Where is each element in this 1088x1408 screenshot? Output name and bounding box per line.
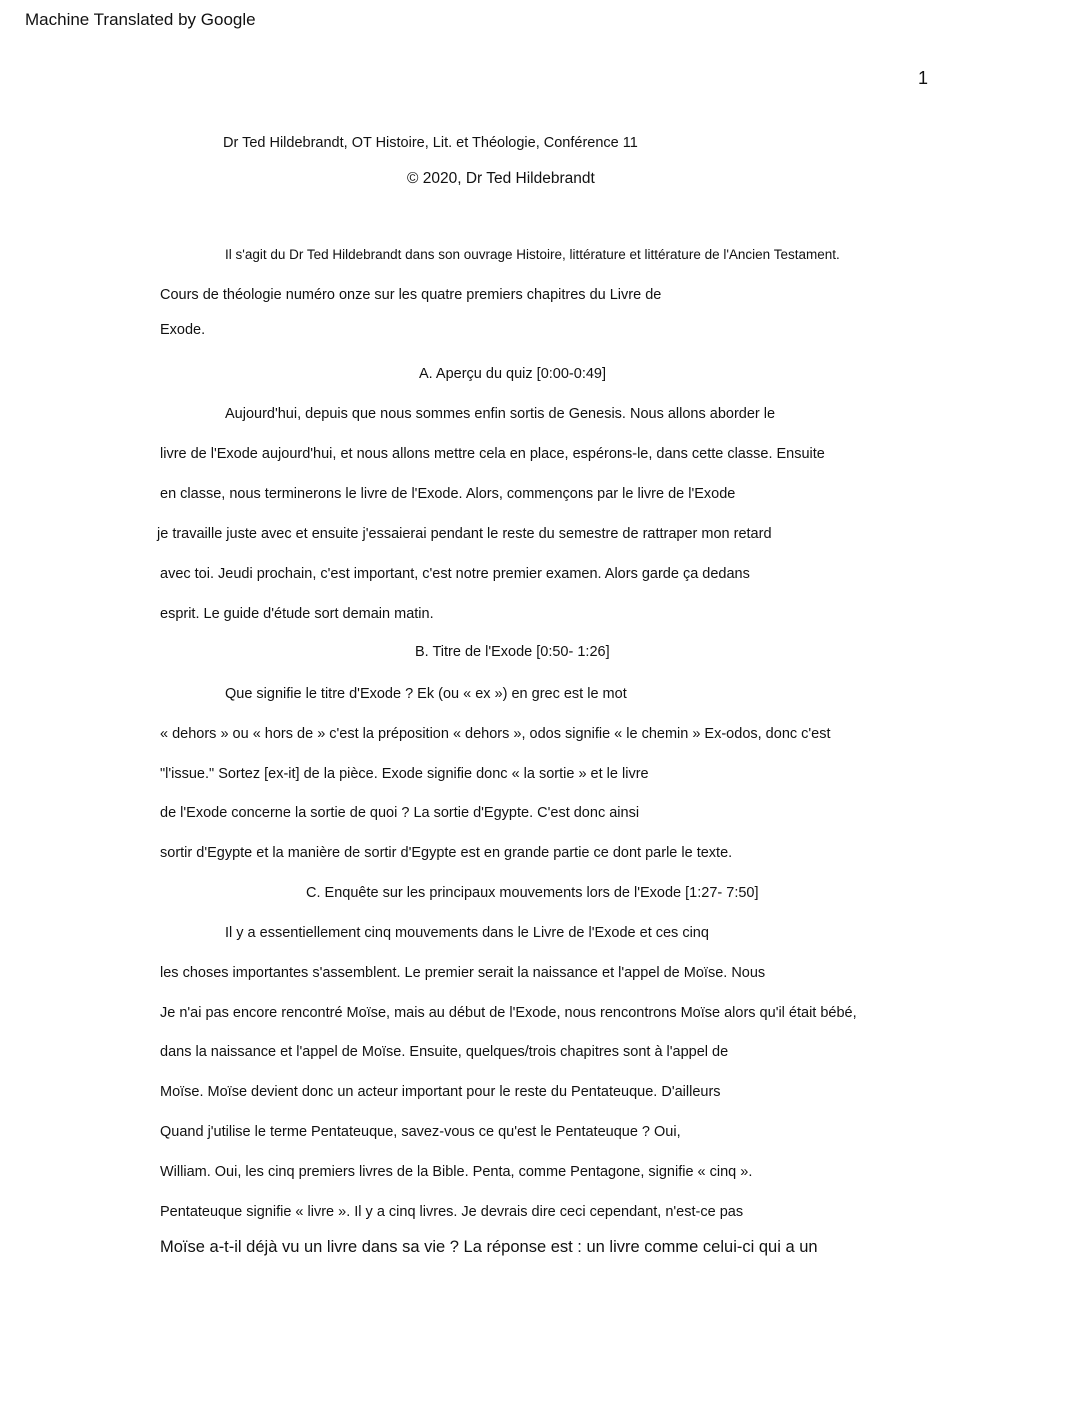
copyright-line: © 2020, Dr Ted Hildebrandt <box>407 170 595 187</box>
document-title: Dr Ted Hildebrandt, OT Histoire, Lit. et Théologie, Conférence 11 <box>223 135 638 151</box>
paragraph-line: en classe, nous terminerons le livre de l'Exode. Alors, commençons par le livre de l'Exode <box>160 486 736 502</box>
paragraph-line: je travaille juste avec et ensuite j'essaierai pendant le reste du semestre de rattraper mon retard <box>157 526 772 542</box>
intro-line-3: Exode. <box>160 322 206 338</box>
intro-line-1: Il s'agit du Dr Ted Hildebrandt dans son ouvrage Histoire, littérature et littérature de l'Ancien Testament. <box>225 247 840 262</box>
paragraph-line: Moïse a-t-il déjà vu un livre dans sa vie ? La réponse est : un livre comme celui-ci qui a un <box>160 1238 818 1256</box>
paragraph-line: les choses importantes s'assemblent. Le premier serait la naissance et l'appel de Moïse. Nous <box>160 965 766 981</box>
intro-line-2: Cours de théologie numéro onze sur les quatre premiers chapitres du Livre de <box>160 287 662 303</box>
paragraph-line: Quand j'utilise le terme Pentateuque, savez-vous ce qu'est le Pentateuque ? Oui, <box>160 1124 681 1140</box>
paragraph-line: Aujourd'hui, depuis que nous sommes enfin sortis de Genesis. Nous allons aborder le <box>225 406 776 422</box>
paragraph-line: Je n'ai pas encore rencontré Moïse, mais au début de l'Exode, nous rencontrons Moïse alors qu'il était bébé, <box>160 1005 857 1021</box>
section-heading-b: B. Titre de l'Exode [0:50- 1:26] <box>415 644 610 660</box>
section-heading-c: C. Enquête sur les principaux mouvements lors de l'Exode [1:27- 7:50] <box>306 885 759 901</box>
translation-banner: Machine Translated by Google <box>25 10 256 29</box>
paragraph-line: esprit. Le guide d'étude sort demain matin. <box>160 606 434 622</box>
paragraph-line: Il y a essentiellement cinq mouvements dans le Livre de l'Exode et ces cinq <box>225 925 709 941</box>
paragraph-line: « dehors » ou « hors de » c'est la préposition « dehors », odos signifie « le chemin » Ex-odos, donc c'est <box>160 726 831 742</box>
page-number: 1 <box>918 68 929 88</box>
paragraph-line: avec toi. Jeudi prochain, c'est important, c'est notre premier examen. Alors garde ça dedans <box>160 566 750 582</box>
paragraph-line: "l'issue." Sortez [ex-it] de la pièce. Exode signifie donc « la sortie » et le livre <box>160 766 649 782</box>
paragraph-line: William. Oui, les cinq premiers livres de la Bible. Penta, comme Pentagone, signifie « cinq ». <box>160 1164 753 1180</box>
paragraph-line: Que signifie le titre d'Exode ? Ek (ou « ex ») en grec est le mot <box>225 686 627 702</box>
paragraph-line: de l'Exode concerne la sortie de quoi ? La sortie d'Egypte. C'est donc ainsi <box>160 805 640 821</box>
paragraph-line: dans la naissance et l'appel de Moïse. Ensuite, quelques/trois chapitres sont à l'appel de <box>160 1044 729 1060</box>
paragraph-line: Moïse. Moïse devient donc un acteur important pour le reste du Pentateuque. D'ailleurs <box>160 1084 721 1100</box>
paragraph-line: Pentateuque signifie « livre ». Il y a cinq livres. Je devrais dire ceci cependant, n'est-ce pas <box>160 1204 744 1220</box>
section-heading-a: A. Aperçu du quiz [0:00-0:49] <box>419 366 607 382</box>
paragraph-line: sortir d'Egypte et la manière de sortir d'Egypte est en grande partie ce dont parle le texte. <box>160 845 733 861</box>
paragraph-line: livre de l'Exode aujourd'hui, et nous allons mettre cela en place, espérons-le, dans cette classe. Ensuite <box>160 446 825 462</box>
